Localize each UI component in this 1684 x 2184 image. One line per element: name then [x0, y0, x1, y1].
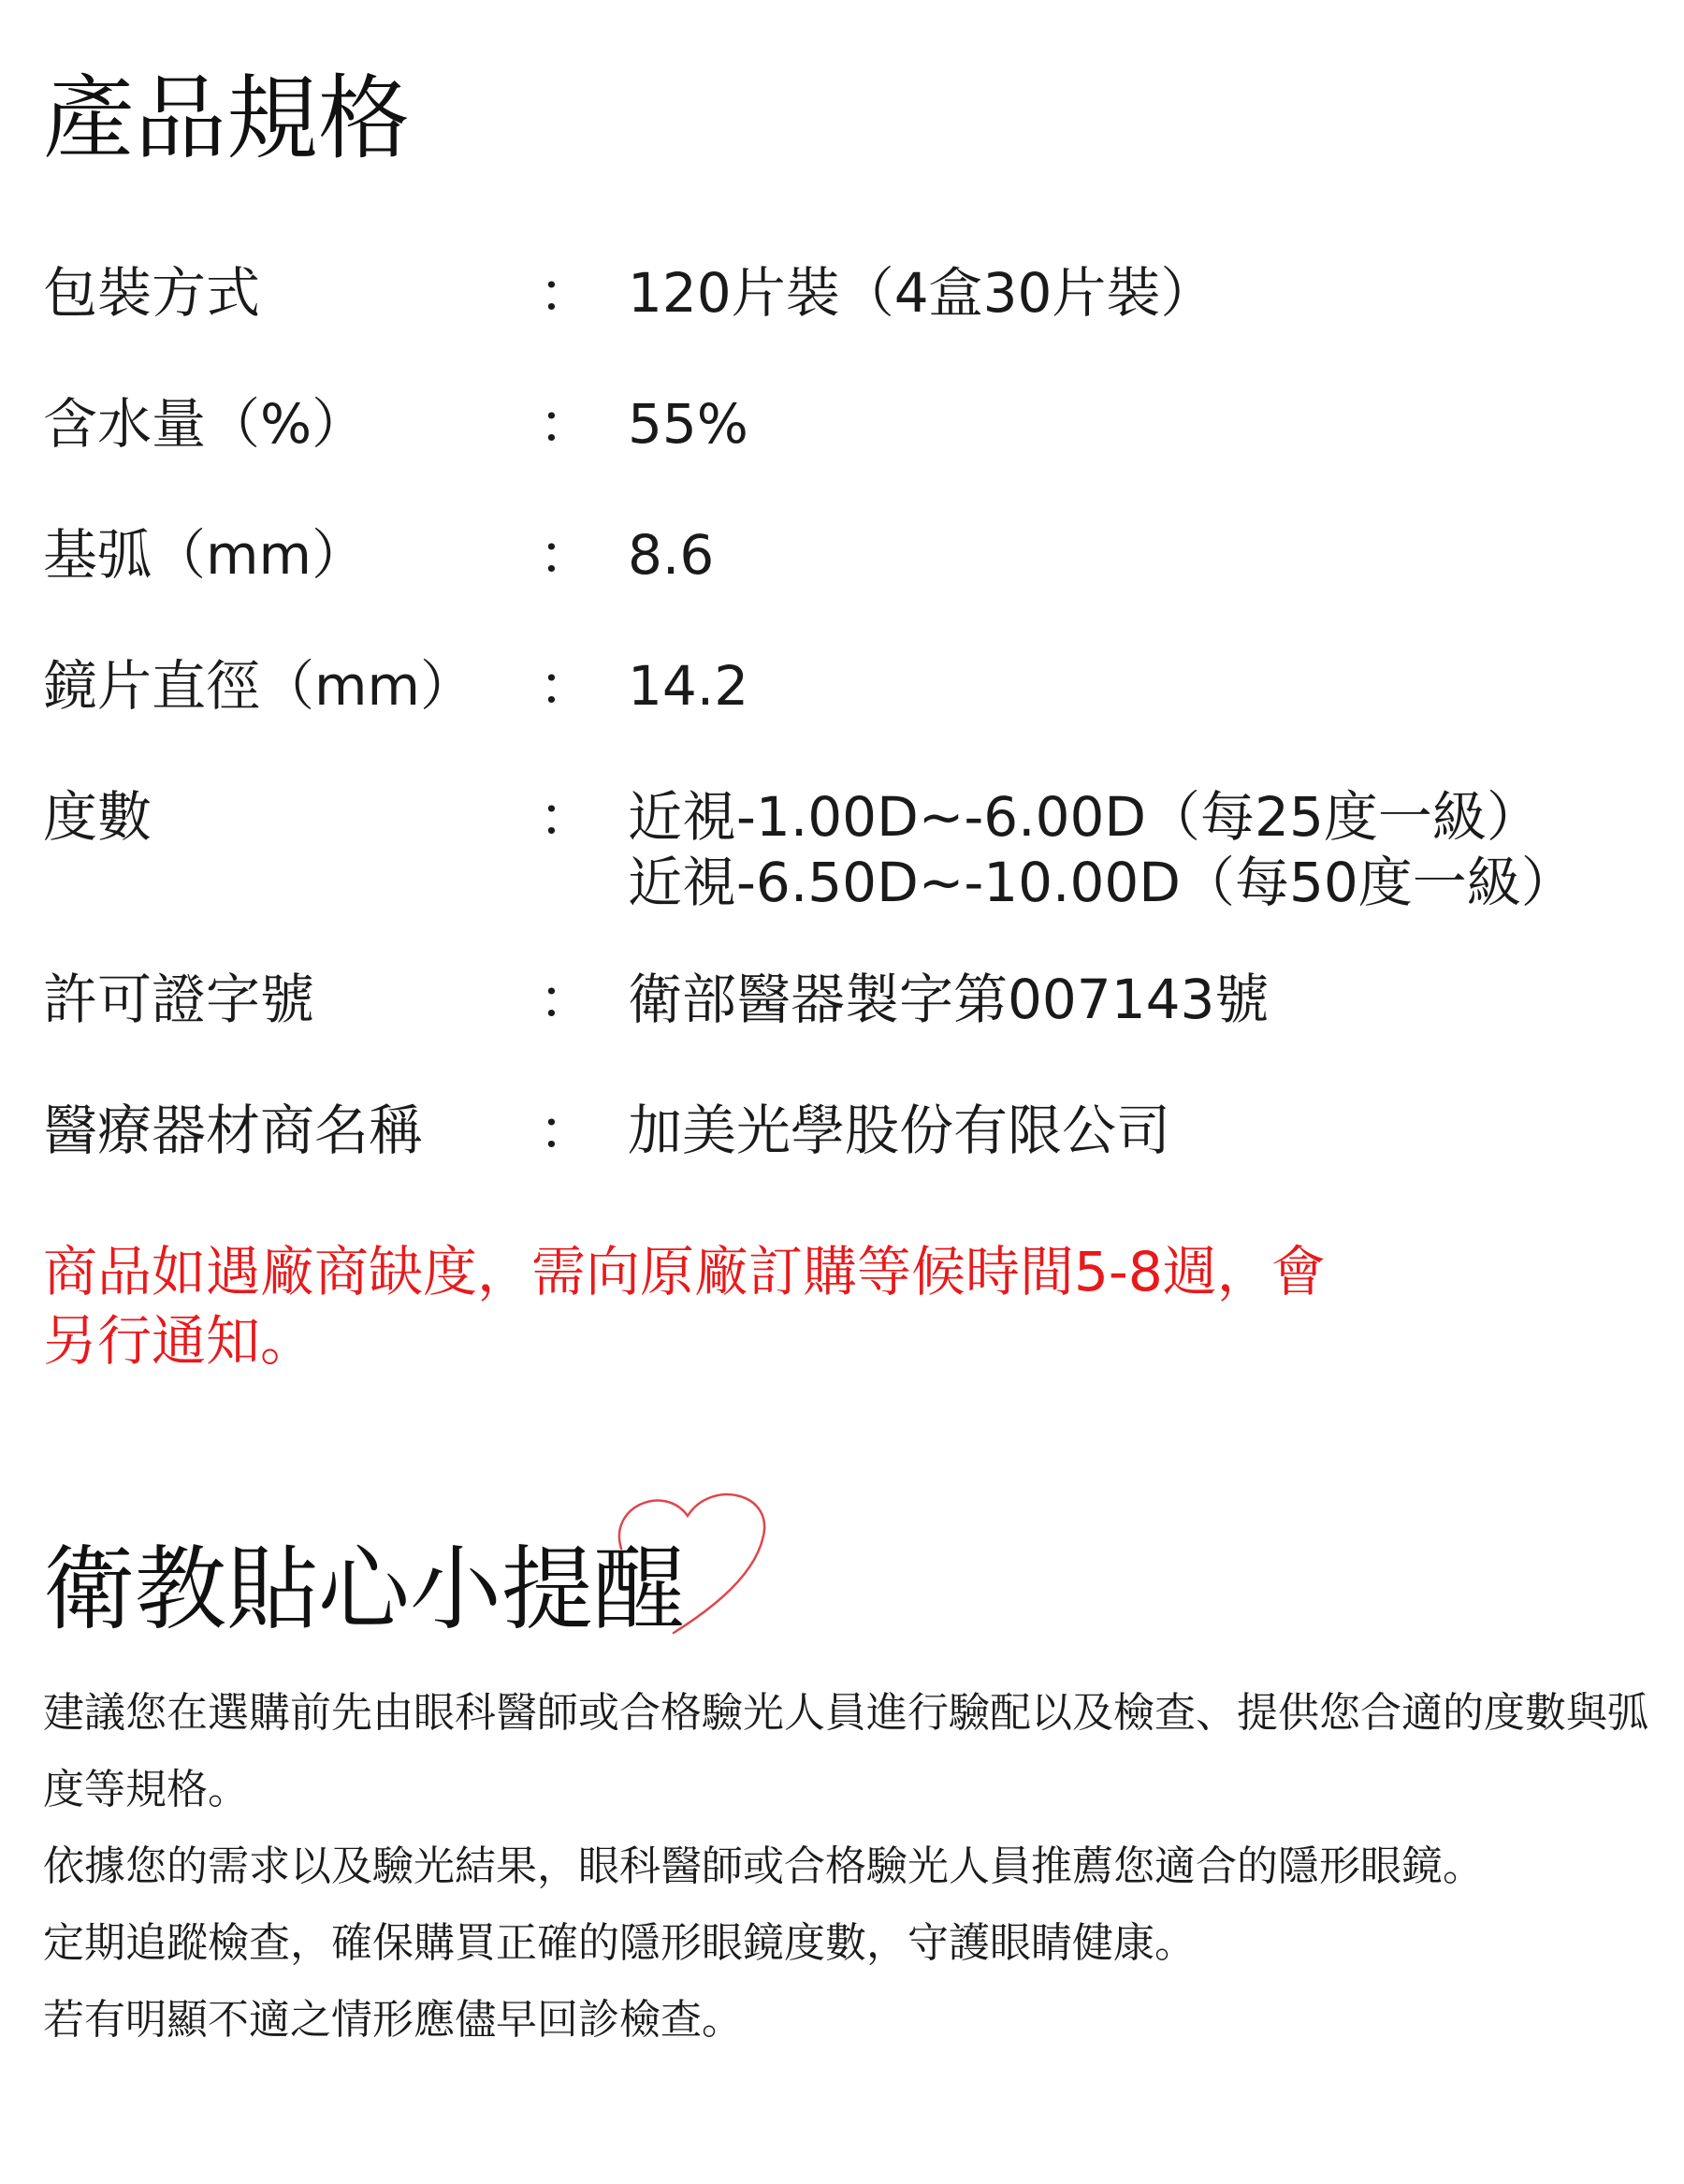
spec-value-line: 55%	[628, 392, 748, 456]
spec-label: 包裝方式	[43, 261, 261, 325]
spec-value	[628, 967, 1269, 1032]
section-title: 衛教貼心小提醒	[43, 1536, 686, 1643]
page-title: 產品規格	[43, 66, 411, 172]
spec-colon: ：	[539, 785, 594, 849]
spec-value	[628, 522, 714, 588]
spec-colon: ：	[539, 392, 594, 456]
tip-item: 依據您的需求以及驗光結果，眼科醫師或合格驗光人員推薦您適合的隱形眼鏡。	[43, 1842, 1484, 1890]
spec-value-line: 14.2	[628, 654, 749, 718]
spec-label: 醫療器材商名稱	[43, 1099, 424, 1162]
spec-value-line: 8.6	[628, 523, 715, 587]
spec-value	[628, 260, 1214, 326]
spec-label: 基弧（mm）	[43, 523, 366, 587]
spec-value	[628, 653, 748, 719]
spec-label: 許可證字號	[43, 968, 315, 1031]
spec-value-line: 衛部醫器製字第007143號	[628, 968, 1270, 1031]
tip-item: 建議您在選購前先由眼科醫師或合格驗光人員進行驗配以及檢查、提供您合適的度數與弧度等規格。	[43, 1689, 1648, 1813]
spec-colon: ：	[539, 1099, 594, 1162]
spec-value	[628, 391, 748, 457]
spec-label: 度數	[43, 785, 152, 849]
tip-item: 若有明顯不適之情形應儘早回診檢查。	[43, 1996, 743, 2044]
spec-colon: ：	[539, 523, 594, 587]
spec-label: 含水量（%）	[43, 392, 367, 456]
health-tips	[43, 1675, 1652, 2059]
stock-notice: 商品如遇廠商缺度，需向原廠訂購等候時間5-8週，會另行通知。	[43, 1240, 1326, 1373]
spec-colon: ：	[539, 261, 594, 325]
spec-value-line: 近視-1.00D~-6.00D（每25度一級）	[628, 785, 1541, 849]
spec-value-line: 近視-6.50D~-10.00D（每50度一級）	[628, 851, 1575, 914]
spec-colon: ：	[539, 968, 594, 1031]
spec-value-line: 120片裝（4盒30片裝）	[628, 261, 1215, 325]
spec-colon: ：	[539, 654, 594, 718]
spec-value	[628, 784, 1575, 915]
spec-label: 鏡片直徑（mm）	[43, 654, 474, 718]
spec-value	[628, 1098, 1170, 1163]
spec-value-line: 加美光學股份有限公司	[628, 1099, 1171, 1162]
tip-item: 定期追蹤檢查，確保購買正確的隱形眼鏡度數，守護眼睛健康。	[43, 1919, 1196, 1967]
